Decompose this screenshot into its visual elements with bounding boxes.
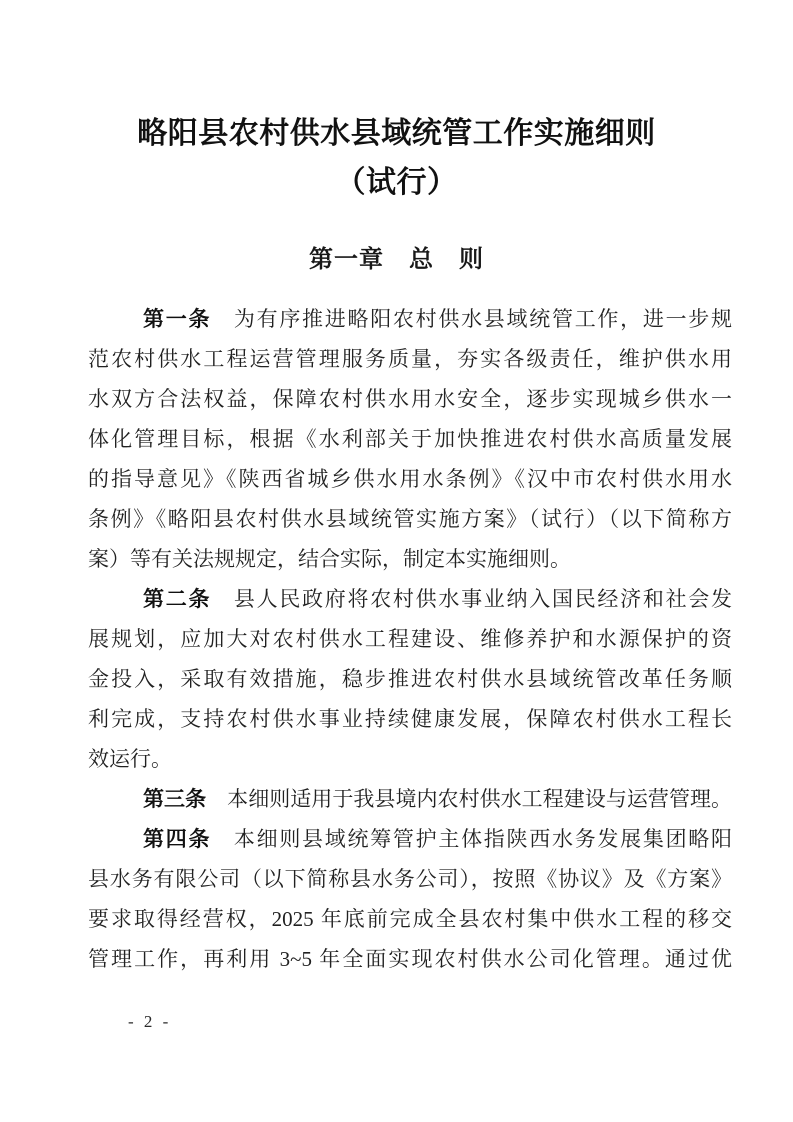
article-line: 条例》《略阳县农村供水县域统管实施方案》（试行）（以下简称方 [88,507,732,531]
article-line: 要求取得经营权，2025 年底前完成全县农村集中供水工程的移交 [88,907,732,931]
page-number: - 2 - [128,1012,172,1031]
article-number: 第一条 [143,308,212,331]
document-title-line1: 略阳县农村供水县域统管工作实施细则 [137,117,656,150]
article-number: 第四条 [143,828,212,851]
article-line: 展规划，应加大对农村供水工程建设、维修养护和水源保护的资 [88,627,732,651]
article-line: 效运行。 [88,747,172,771]
article-line: 水双方合法权益，保障农村供水用水安全，逐步实现城乡供水一 [88,387,732,411]
chapter-heading: 第一章 总 则 [309,246,484,273]
article-line: 第四条 本细则县域统筹管护主体指陕西水务发展集团略阳 [143,827,733,851]
article-line: 利完成，支持农村供水事业持续健康发展，保障农村供水工程长 [88,707,732,731]
article-line: 体化管理目标，根据《水利部关于加快推进农村供水高质量发展 [88,427,732,451]
article-number: 第三条 [143,788,207,811]
article-line: 第二条 县人民政府将农村供水事业纳入国民经济和社会发 [143,587,733,611]
article-line: 的指导意见》《陕西省城乡供水用水条例》《汉中市农村供水用水 [88,467,732,491]
article-line: 范农村供水工程运营管理服务质量，夯实各级责任，维护供水用 [88,347,732,371]
article-line: 第三条 本细则适用于我县境内农村供水工程建设与运营管理。 [143,787,733,811]
article-line: 案）等有关法规规定，结合实际，制定本实施细则。 [88,547,571,571]
article-line: 第一条 为有序推进略阳农村供水县域统管工作，进一步规 [143,307,733,331]
article-number: 第二条 [143,588,212,611]
article-line: 县水务有限公司（以下简称县水务公司），按照《协议》及《方案》 [88,867,732,891]
document-title [0,109,793,207]
document-title-line2: （试行） [335,166,458,199]
article-line: 管理工作，再利用 3~5 年全面实现农村供水公司化管理。通过优 [88,947,732,971]
article-line: 金投入，采取有效措施，稳步推进农村供水县域统管改革任务顺 [88,667,732,691]
document-body [88,299,732,979]
